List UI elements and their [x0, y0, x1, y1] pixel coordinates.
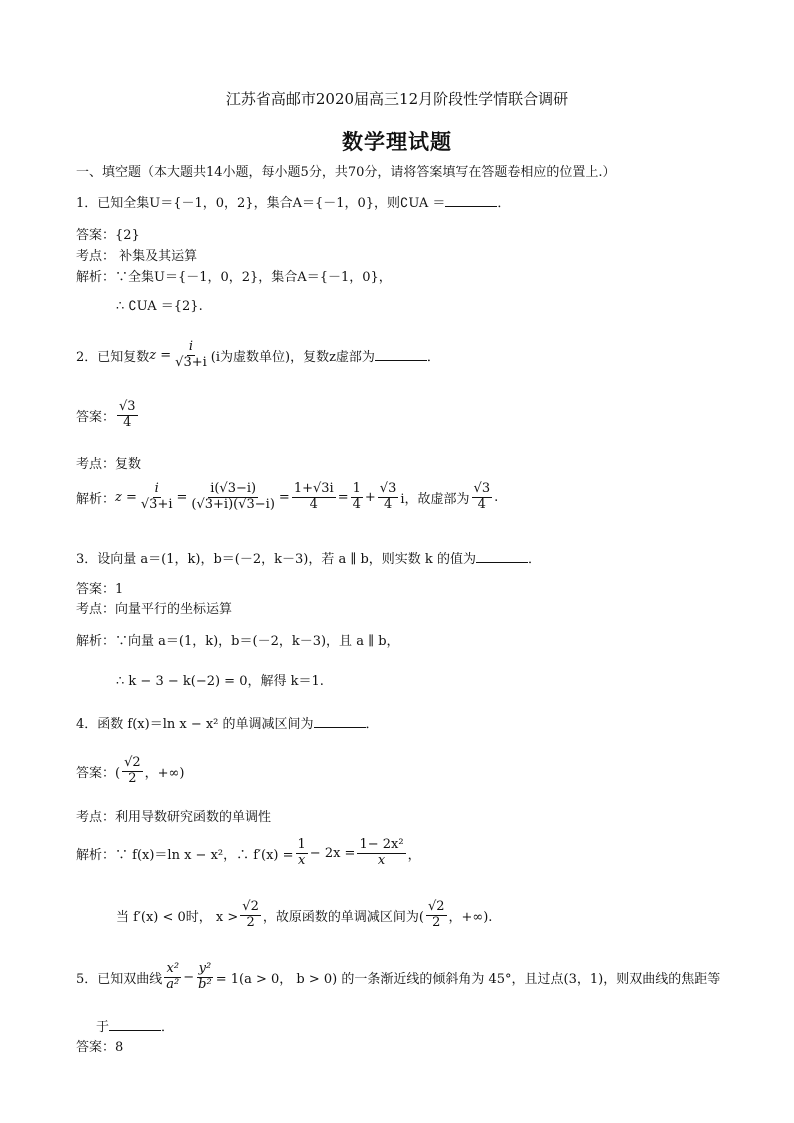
analysis-label: 解析：	[76, 491, 116, 507]
analysis-mid: ，故原函数的单调减区间为(	[262, 909, 424, 925]
question-2-post: (i为虚数单位)，复数z虚部为	[210, 349, 375, 365]
answer-5: 答案：8	[76, 1040, 124, 1055]
equals-sign: =	[337, 489, 349, 505]
question-5-line2-text: 于	[96, 1020, 110, 1035]
question-3	[76, 548, 541, 567]
analysis-3-line1: 解析：∵向量 a＝(1，k)，b＝(－2，k－3)，且 a ∥ b，	[76, 634, 400, 649]
analysis-fraction	[139, 482, 175, 513]
answer-4	[76, 756, 184, 787]
fraction-numerator: 1− 2x²	[359, 837, 404, 852]
analysis-4-line2	[116, 900, 492, 931]
analysis-fraction	[351, 482, 363, 513]
analysis-fraction	[292, 482, 336, 513]
topic-3: 考点：向量平行的坐标运算	[76, 602, 233, 617]
analysis-end: ，	[407, 847, 421, 863]
analysis-pre: 解析：∵ f(x)＝ln x − x²，∴ f′(x) =	[76, 847, 294, 863]
fraction-numerator: 1	[352, 481, 361, 496]
question-1	[76, 192, 510, 211]
fraction-numerator: x²	[166, 961, 180, 976]
fraction-numerator: √2	[427, 899, 445, 914]
fraction-denominator: x	[377, 852, 386, 868]
minus-sign: −	[183, 969, 195, 985]
fraction-denominator: x	[297, 852, 306, 868]
answer-3: 答案：1	[76, 582, 124, 597]
equals-sign: =	[176, 489, 188, 505]
fraction-numerator: 1	[297, 837, 306, 852]
plus-sign: +	[364, 489, 376, 505]
analysis-pre: 当 f′(x) < 0时， x >	[116, 909, 239, 925]
answer-blank	[476, 551, 528, 563]
answer-blank	[109, 1019, 161, 1031]
fraction-denominator: 2	[432, 914, 441, 930]
fraction-denominator: 4	[352, 496, 361, 512]
question-2-pre: 2．已知复数	[76, 349, 150, 365]
analysis-fraction	[240, 900, 261, 931]
fraction-denominator: 2	[128, 770, 137, 786]
answer-blank	[445, 195, 497, 207]
question-2	[76, 340, 440, 371]
fraction-denominator: 4	[123, 414, 132, 430]
fraction-denominator: √3+i	[175, 354, 207, 370]
fraction-denominator: b²	[198, 976, 212, 992]
analysis-fraction	[296, 838, 308, 869]
question-3-text: 3．设向量 a＝(1，k)，b＝(－2，k－3)，若 a ∥ b，则实数 k 的值为	[76, 552, 476, 567]
analysis-fraction	[472, 482, 493, 513]
topic-1: 考点： 补集及其运算	[76, 249, 198, 264]
analysis-end: ，+∞).	[448, 909, 493, 925]
analysis-1-line1: 解析：∵全集U＝{－1，0，2}，集合A＝{－1，0}，	[76, 270, 392, 285]
fraction-numerator: √3	[119, 399, 136, 414]
analysis-fraction	[426, 900, 447, 931]
question-5-line2	[96, 1016, 174, 1035]
question-1-end: ．	[497, 196, 511, 211]
section-heading: 一、填空题（本大题共14小题，每小题5分，共70分，请将答案填写在答题卷相应的位置上.）	[76, 165, 616, 180]
analysis-mid: − 2x =	[309, 845, 356, 861]
question-5-end: ．	[161, 1020, 175, 1035]
fraction-numerator: i	[188, 339, 194, 354]
equals-sign: =	[278, 489, 290, 505]
question-5	[76, 962, 720, 993]
answer-blank	[314, 716, 366, 728]
analysis-end: .	[494, 489, 499, 505]
question-2-fraction	[173, 340, 209, 371]
fraction-numerator: 1+√3i	[293, 481, 334, 496]
fraction-numerator: i(√3−i)	[210, 481, 257, 496]
fraction-denominator: a²	[166, 976, 180, 992]
fraction-denominator: 4	[383, 496, 393, 512]
answer-2-fraction	[117, 400, 138, 431]
question-4	[76, 713, 379, 732]
answer-label: 答案：	[76, 409, 116, 425]
fraction-numerator: i	[154, 481, 159, 496]
analysis-fraction	[189, 482, 277, 513]
topic-4: 考点：利用导数研究函数的单调性	[76, 810, 272, 825]
question-4-text: 4．函数 f(x)＝ln x − x² 的单调减区间为	[76, 717, 314, 732]
fraction-numerator: √3	[473, 481, 491, 496]
question-5-fraction	[164, 962, 181, 993]
document-subtitle: 数学理试题	[342, 129, 452, 154]
analysis-4-line1	[76, 838, 421, 869]
fraction-numerator: √3	[379, 481, 397, 496]
answer-label: 答案：(	[76, 765, 121, 781]
answer-1: 答案：{2}	[76, 228, 140, 243]
analysis-tail: i，故虚部为	[400, 491, 470, 507]
fraction-denominator: √3+i	[140, 496, 173, 512]
answer-4-fraction	[122, 756, 143, 787]
fraction-numerator: √2	[124, 755, 141, 770]
fraction-denominator: (√3+i)(√3−i)	[191, 496, 275, 512]
question-3-end: ．	[527, 552, 541, 567]
fraction-numerator: √2	[242, 899, 259, 914]
analysis-3-line2: ∴ k − 3 − k(−2) = 0，解得 k＝1.	[116, 674, 324, 689]
question-5-fraction	[196, 962, 214, 993]
question-5-post: = 1(a > 0， b > 0) 的一条渐近线的倾斜角为 45°，且过点(3，1)，则双曲线的焦距等	[215, 971, 721, 987]
question-2-end: ．	[426, 349, 440, 365]
question-5-pre: 5．已知双曲线	[76, 971, 163, 987]
document-title: 江苏省高邮市2020届高三12月阶段性学情联合调研	[225, 90, 569, 108]
fraction-denominator: 4	[477, 496, 486, 512]
answer-tail: ，+∞)	[144, 765, 185, 781]
fraction-denominator: 4	[309, 496, 318, 512]
analysis-var: z =	[115, 489, 137, 505]
fraction-numerator: y²	[198, 961, 212, 976]
question-4-end: ．	[365, 717, 379, 732]
analysis-fraction	[378, 482, 399, 513]
question-2-var: z =	[149, 347, 172, 363]
analysis-2	[76, 482, 498, 513]
fraction-denominator: 2	[246, 914, 255, 930]
question-1-text: 1．已知全集U＝{－1，0，2}，集合A＝{－1，0}，则∁UA ＝	[76, 196, 446, 211]
topic-2: 考点：复数	[76, 457, 142, 472]
answer-2	[76, 400, 140, 431]
analysis-1-line2: ∴ ∁UA ＝{2}.	[116, 299, 203, 314]
answer-blank	[375, 349, 427, 361]
analysis-fraction	[357, 838, 405, 869]
